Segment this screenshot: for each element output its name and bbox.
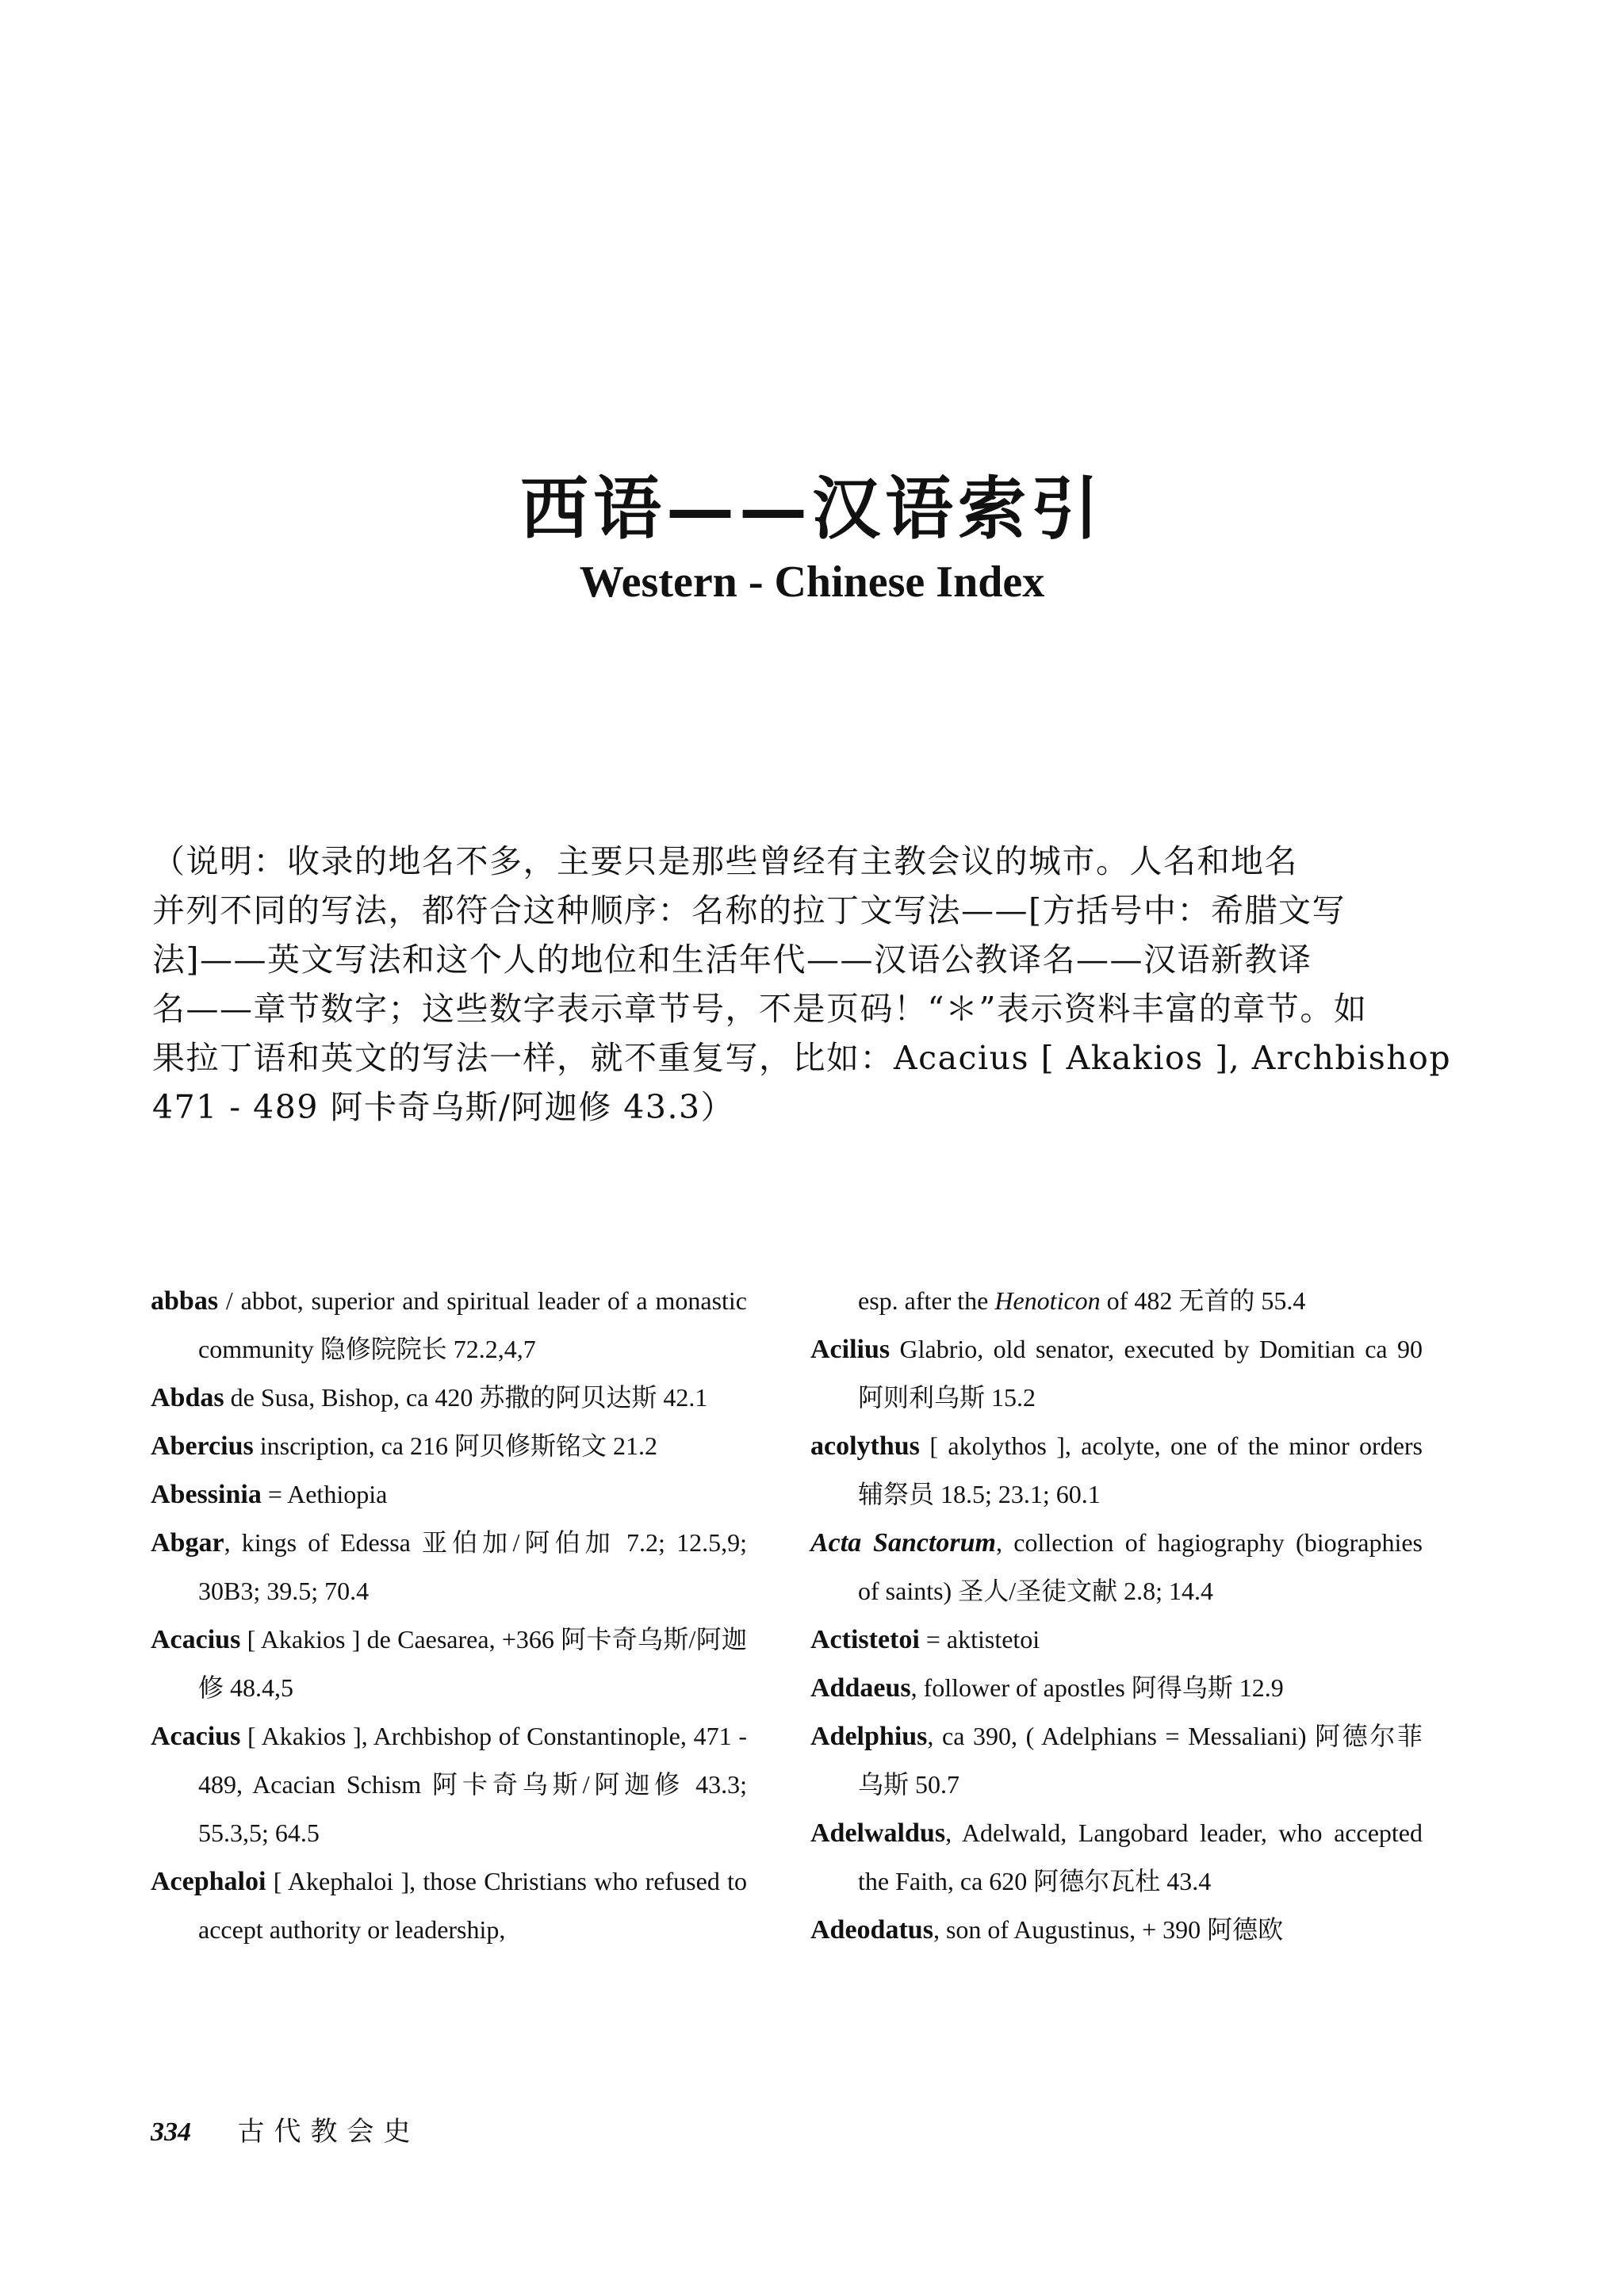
entry-headword: Abgar: [151, 1528, 224, 1558]
note-line: 并列不同的写法，都符合这种顺序：名称的拉丁文写法——[方括号中：希腊文写: [152, 891, 1346, 929]
index-entry: [151, 1857, 747, 1954]
index-entry: [810, 1325, 1423, 1422]
entry-text: [ akolythos ], acolyte, one of the minor orders 辅祭员 18.5; 23.1; 60.1: [858, 1431, 1423, 1508]
index-column-left: [151, 1277, 747, 1954]
entry-text: = aktistetoi: [919, 1625, 1040, 1654]
index-entry: [151, 1615, 747, 1712]
index-entry: [810, 1712, 1423, 1809]
index-entry: [151, 1712, 747, 1857]
entry-text: Glabrio, old senator, executed by Domitian ca 90 阿则利乌斯 15.2: [858, 1335, 1423, 1412]
entry-headword: Abessinia: [151, 1480, 262, 1509]
index-entry: [810, 1615, 1423, 1664]
note-line: 名——章节数字；这些数字表示章节号，不是页码！“＊”表示资料丰富的章节。如: [152, 990, 1368, 1028]
note-line: 471 - 489 阿卡奇乌斯/阿迦修 43.3）: [152, 1088, 735, 1126]
entry-text: , Adelwald, Langobard leader, who accepted the Faith, ca 620 阿德尔瓦杜 43.4: [858, 1818, 1423, 1895]
entry-text: , follower of apostles 阿得乌斯 12.9: [910, 1673, 1284, 1702]
index-entry: [151, 1422, 747, 1470]
explanatory-note: [152, 837, 1452, 1132]
continuation-text: of 482 无首的 55.4: [1100, 1286, 1306, 1315]
entry-text: , collection of hagiography (biographies of saints) 圣人/圣徒文献 2.8; 14.4: [858, 1528, 1423, 1605]
entry-headword: abbas: [151, 1286, 219, 1316]
entry-headword: Adelwaldus: [810, 1818, 946, 1848]
entry-headword: Abdas: [151, 1383, 224, 1412]
entry-text: / abbot, superior and spiritual leader of a monastic community 隐修院院长 72.2,4,7: [198, 1286, 747, 1363]
page-footer: [151, 2110, 420, 2148]
index-entry: [151, 1519, 747, 1615]
entry-headword: Adeodatus: [810, 1915, 933, 1945]
note-line: 果拉丁语和英文的写法一样，就不重复写，比如：Acacius [ Akakios ], Archbishop: [152, 1039, 1452, 1077]
entry-headword: Abercius: [151, 1431, 254, 1461]
index-entry: [810, 1906, 1423, 1954]
continuation-text: esp. after the: [858, 1286, 995, 1315]
entry-headword: Acacius: [151, 1625, 241, 1654]
index-entry: [810, 1664, 1423, 1712]
entry-headword: acolythus: [810, 1431, 920, 1461]
index-entry: [151, 1277, 747, 1374]
entry-headword: Acephaloi: [151, 1867, 266, 1896]
entry-headword: Addaeus: [810, 1673, 911, 1703]
entry-text: , son of Augustinus, + 390 阿德欧: [933, 1915, 1284, 1944]
index-entry: [151, 1374, 747, 1422]
entry-text: inscription, ca 216 阿贝修斯铭文 21.2: [253, 1431, 658, 1460]
entry-headword: Acilius: [810, 1335, 891, 1364]
entry-text: , kings of Edessa 亚伯加/阿伯加 7.2; 12.5,9; 30B3; 39.5; 70.4: [198, 1528, 747, 1605]
page-title-english: Western - Chinese Index: [579, 558, 1045, 607]
continuation-italic-text: Henoticon: [994, 1286, 1101, 1315]
note-line: （说明：收录的地名不多，主要只是那些曾经有主教会议的城市。人名和地名: [152, 842, 1298, 880]
index-entry: [810, 1519, 1423, 1615]
entry-continuation: [810, 1277, 1423, 1325]
entry-text: [ Akakios ] de Caesarea, +366 阿卡奇乌斯/阿迦修 48.4,5: [198, 1625, 747, 1702]
entry-text: = Aethiopia: [261, 1480, 388, 1508]
entry-headword: Adelphius: [810, 1722, 928, 1751]
page-number: 334: [151, 2117, 191, 2147]
entry-text: de Susa, Bishop, ca 420 苏撒的阿贝达斯 42.1: [224, 1383, 708, 1412]
index-entry: [810, 1809, 1423, 1906]
entry-text: [ Akephaloi ], those Christians who refused to accept authority or leadership,: [198, 1867, 747, 1944]
page-title-chinese: 西语——汉语索引: [520, 469, 1104, 549]
entry-headword: Acta Sanctorum: [810, 1528, 996, 1558]
entry-text: , ca 390, ( Adelphians = Messaliani) 阿德尔菲乌斯 50.7: [858, 1722, 1423, 1799]
index-entry: [810, 1422, 1423, 1519]
index-entry: [151, 1470, 747, 1519]
entry-text: [ Akakios ], Archbishop of Constantinople, 471 - 489, Acacian Schism 阿卡奇乌斯/阿迦修 43.3; 55.3,5; 64.5: [198, 1722, 747, 1847]
book-title: 古代教会史: [237, 2116, 420, 2148]
entry-headword: Actistetoi: [810, 1625, 920, 1654]
note-line: 法]——英文写法和这个人的地位和生活年代——汉语公教译名——汉语新教译: [152, 941, 1312, 979]
entry-headword: Acacius: [151, 1722, 241, 1751]
index-column-right: [810, 1277, 1423, 1954]
